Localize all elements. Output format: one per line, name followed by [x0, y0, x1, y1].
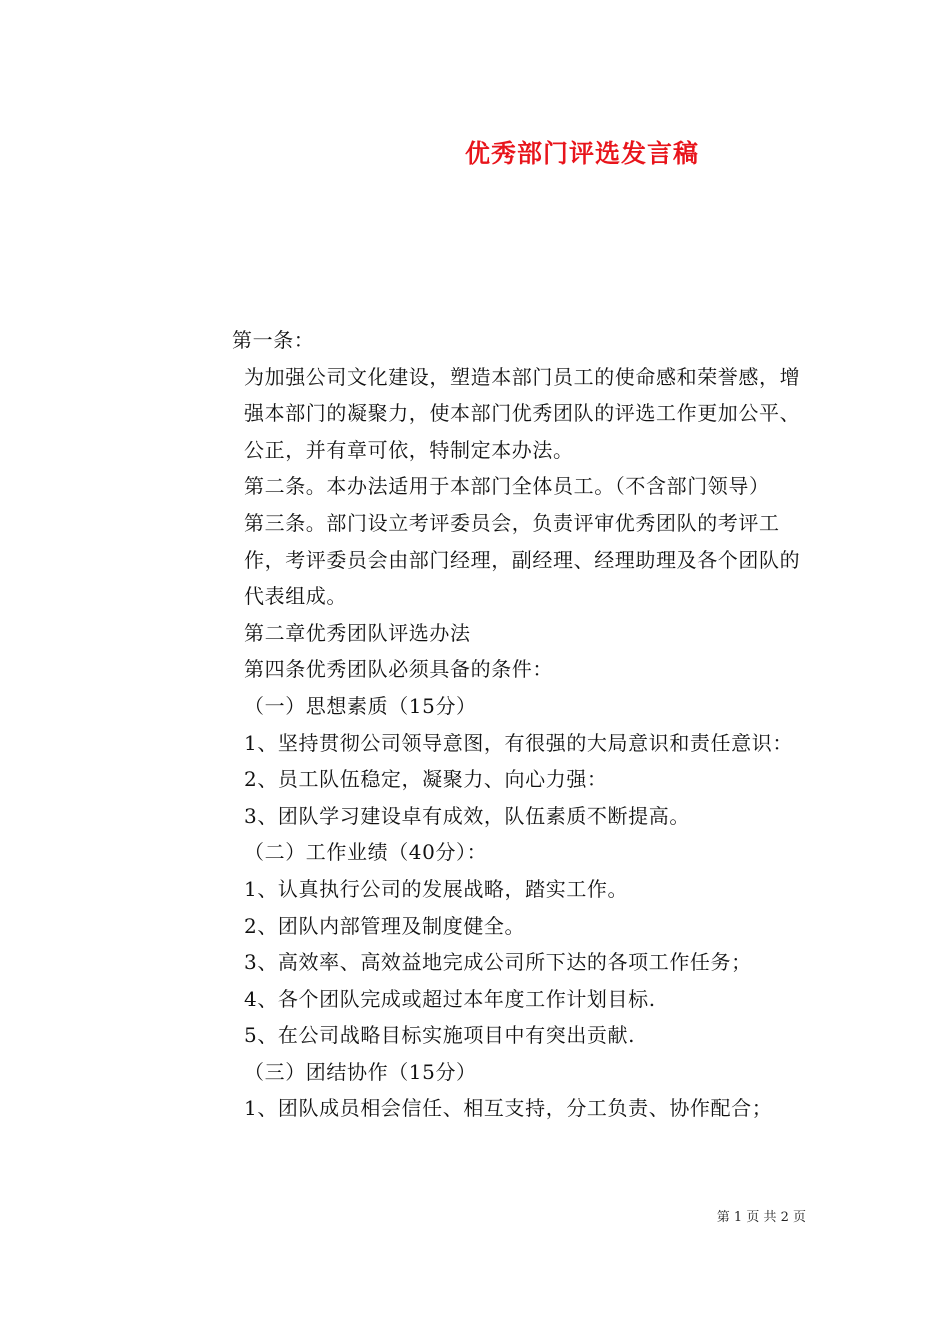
- paragraph: （二）工作业绩（40分）：: [244, 840, 488, 865]
- paragraph: （一）思想素质（15分）: [244, 693, 477, 718]
- paragraph: 4、各个团队完成或超过本年度工作计划目标.: [244, 986, 656, 1011]
- paragraph: 2、员工队伍稳定，凝聚力、向心力强：: [244, 767, 608, 792]
- paragraph: 5、在公司战略目标实施项目中有突出贡献.: [244, 1023, 636, 1048]
- paragraph: 第四条优秀团队必须具备的条件：: [244, 657, 553, 682]
- paragraph: 第二条。本办法适用于本部门全体员工。（不含部门领导）: [244, 474, 770, 499]
- paragraph: 第三条。部门设立考评委员会，负责评审优秀团队的考评工作，考评委员会由部门经理，副经理、经理助理及各个团队的代表组成。: [244, 510, 801, 609]
- paragraph: 1、坚持贯彻公司领导意图，有很强的大局意识和责任意识：: [244, 730, 793, 755]
- page-number: 第 1 页 共 2 页: [716, 1210, 806, 1225]
- paragraph: 2、团队内部管理及制度健全。: [244, 913, 526, 938]
- document-body: [144, 322, 812, 1127]
- paragraph: 1、认真执行公司的发展战略，踏实工作。: [244, 876, 629, 901]
- paragraph: 为加强公司文化建设，塑造本部门员工的使命感和荣誉感，增强本部门的凝聚力，使本部门优秀团队的评选工作更加公平、公正，并有章可依，特制定本办法。: [244, 364, 801, 462]
- paragraph: 1、团队成员相会信任、相互支持，分工负责、协作配合；: [244, 1096, 773, 1121]
- paragraph: 第一条：: [232, 328, 315, 352]
- paragraph: 第二章优秀团队评选办法: [244, 620, 471, 645]
- paragraph: 3、团队学习建设卓有成效，队伍素质不断提高。: [244, 803, 690, 828]
- document-title: 优秀部门评选发言稿: [464, 139, 699, 168]
- paragraph: （三）团结协作（15分）: [244, 1059, 477, 1084]
- paragraph: 3、高效率、高效益地完成公司所下达的各项工作任务；: [244, 950, 752, 975]
